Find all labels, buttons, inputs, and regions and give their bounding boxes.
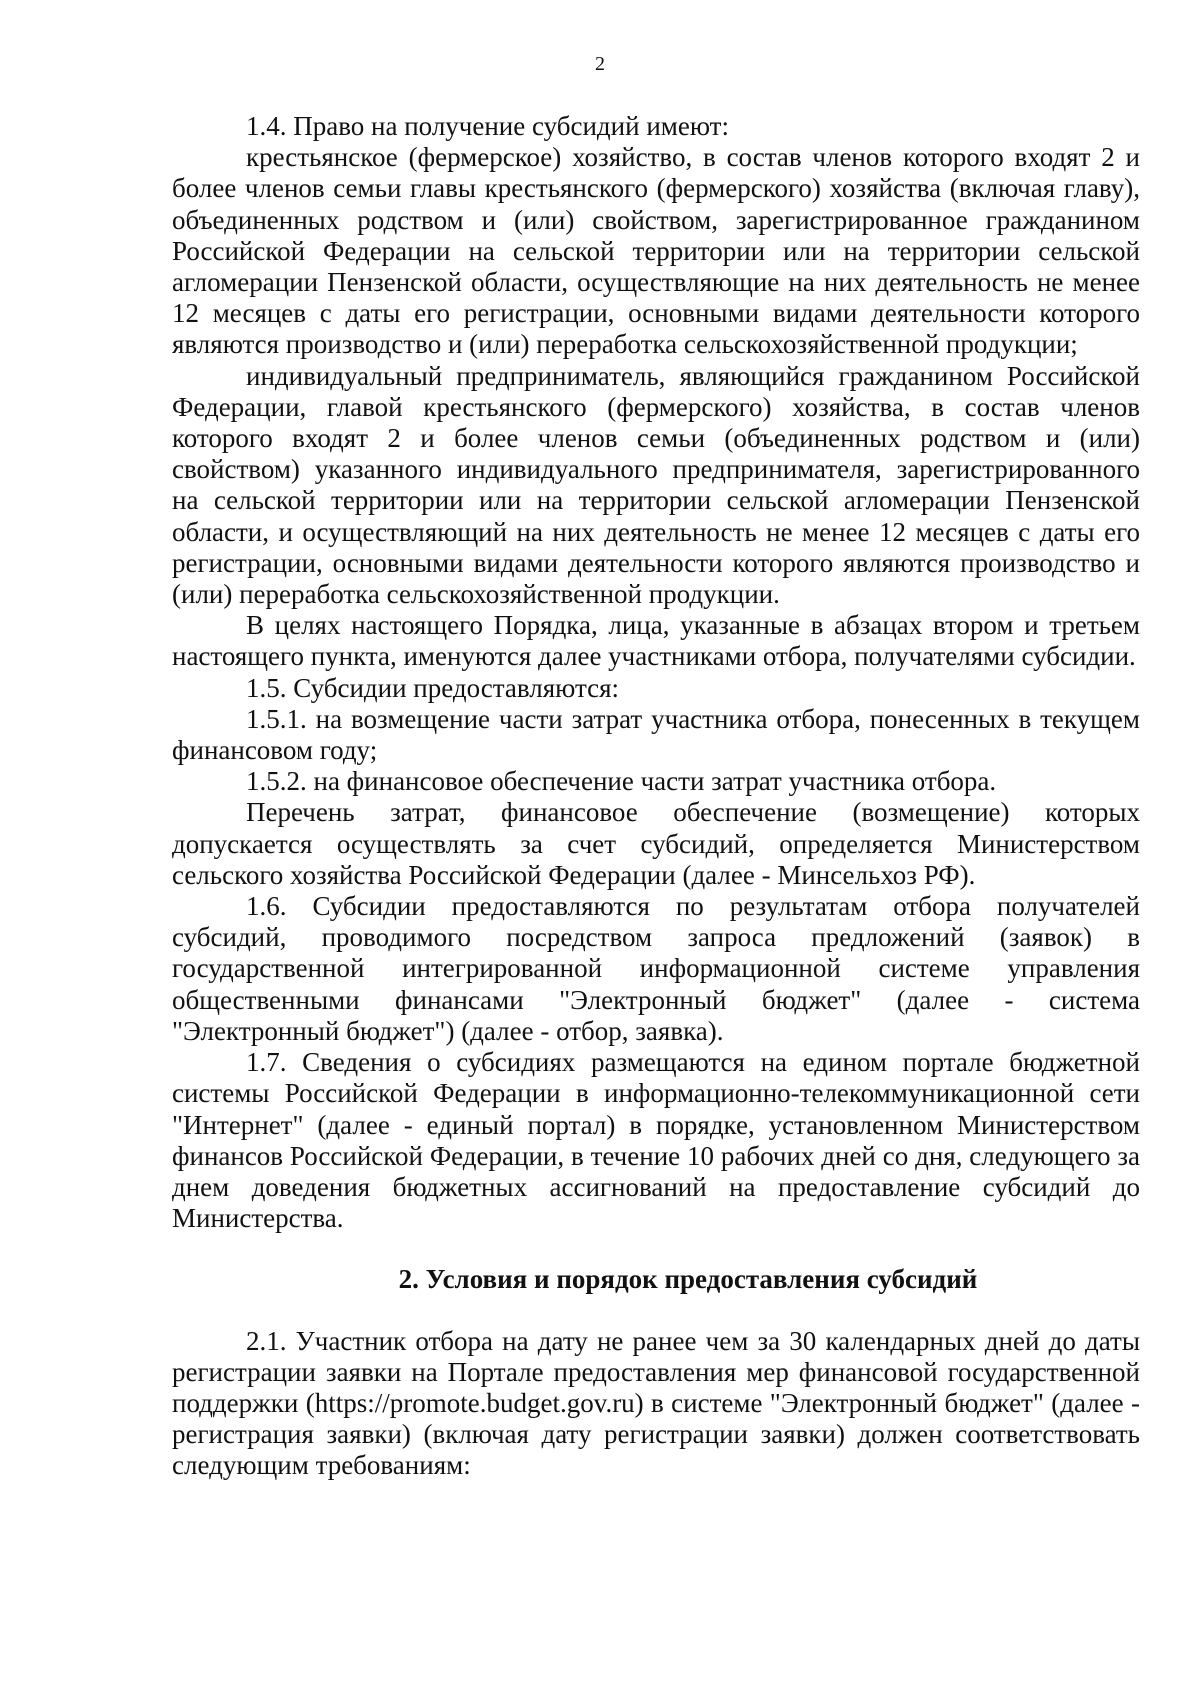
paragraph-1-5-2: 1.5.2. на финансовое обеспечение части затрат участника отбора. [246,766,997,797]
paragraph-1-6: 1.6. Субсидии предоставляются по результатам отбора получателей субсидий, проводимого посредством запроса предложений (заявок) в государственной интегрированной информационной системе управления общественными финансами "Электронный бюджет" (далее - система "Электронный бюджет") (далее - отбор, заявка). [172,891,1140,1046]
page-number: 2 [595,53,605,75]
section-heading: 2. Условия и порядок предоставления субсидий [398,1264,978,1295]
paragraph-cost-list: Перечень затрат, финансовое обеспечение (возмещение) которых допускается осуществлять за счет субсидий, определяется Министерством сельского хозяйства Российской Федерации (далее - Минсельхоз РФ). [172,797,1140,890]
paragraph-farm-household: крестьянское (фермерское) хозяйство, в состав членов которого входят 2 и более членов семьи главы крестьянского (фермерского) хозяйства (включая главу), объединенных родством и (или) свойством, зарегистрированное гражданином Российской Федерации на сельской территории или на территории сельской агломерации Пензенской области, осуществляющие на них деятельность не менее 12 месяцев с даты его регистрации, основными видами деятельности которого являются производство и (или) переработка сельскохозяйственной продукции; [172,142,1140,360]
paragraph-1-5-1: 1.5.1. на возмещение части затрат участника отбора, понесенных в текущем финансовом году; [172,703,1140,766]
paragraph-participants-definition: В целях настоящего Порядка, лица, указанные в абзацах втором и третьем настоящего пункта, именуются далее участниками отбора, получателями субсидии. [172,610,1140,672]
paragraph-1-7: 1.7. Сведения о субсидиях размещаются на едином портале бюджетной системы Российской Федерации в информационно-телекоммуникационной сети "Интернет" (далее - единый портал) в порядке, установленном Министерством финансов Российской Федерации, в течение 10 рабочих дней со дня, следующего за днем доведения бюджетных ассигнований на предоставление субсидий до Министерства. [172,1047,1140,1234]
paragraph-2-1: 2.1. Участник отбора на дату не ранее чем за 30 календарных дней до даты регистрации заявки на Портале предоставления мер финансовой государственной поддержки (https://promote.budget.gov.ru) в системе "Электронный бюджет" (далее - регистрация заявки) (включая дату регистрации заявки) должен соответствовать следующим требованиям: [172,1325,1140,1481]
paragraph-1-5: 1.5. Субсидии предоставляются: [246,672,620,703]
document-body [172,111,1140,1482]
paragraph-1-4: 1.4. Право на получение субсидий имеют: [246,111,729,141]
paragraph-individual-entrepreneur: индивидуальный предприниматель, являющийся гражданином Российской Федерации, главой крестьянского (фермерского) хозяйства, в состав членов которого входят 2 и более членов семьи (объединенных родством и (или) свойством) указанного индивидуального предпринимателя, зарегистрированного на сельской территории или на территории сельской агломерации Пензенской области, и осуществляющий на них деятельность не менее 12 месяцев с даты его регистрации, основными видами деятельности которого являются производство и (или) переработка сельскохозяйственной продукции. [172,360,1140,610]
